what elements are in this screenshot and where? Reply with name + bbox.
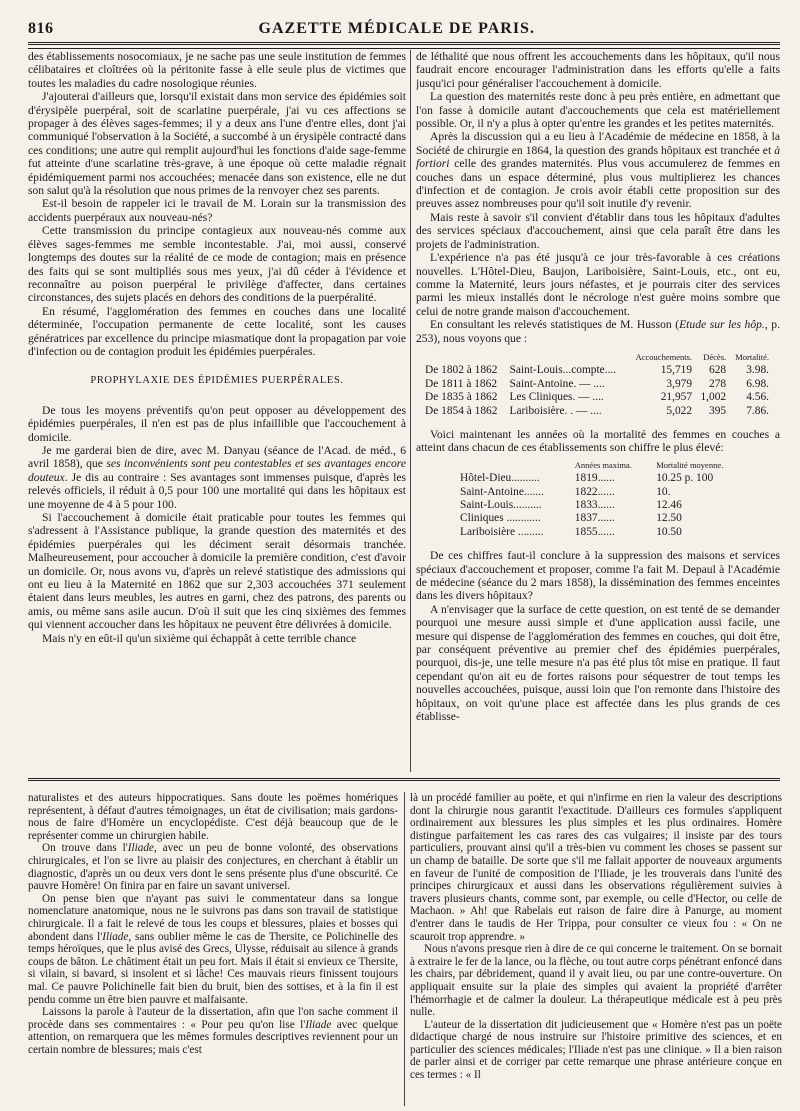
table-cell-rate: 6.98. xyxy=(746,377,769,390)
page-header xyxy=(28,12,780,38)
paragraph: La question des maternités reste donc à peu près entière, en admettant que l'on fasse à domicile autant d'accouchements que cela est matériellement possible. Or, il n'y a plus à opter qu'entre les grandes et les petites maternités. xyxy=(416,90,780,131)
paragraph: de léthalité que nous offrent les accouchements dans les hôpitaux, qu'il nous faudrait encore encourager l'administration dans les efforts qu'elle a faits jusqu'ici pour généraliser l'accouchement à domicile. xyxy=(416,50,780,90)
table-header xyxy=(507,351,628,364)
table-row xyxy=(456,526,746,539)
table-cell-year: 1837...... xyxy=(574,512,615,525)
table-header xyxy=(422,351,507,364)
left-column xyxy=(28,50,406,772)
table-row xyxy=(422,378,772,391)
table-row xyxy=(422,391,772,404)
table-cell-deaths: 1,002 xyxy=(700,391,727,404)
mortality-maxima-table xyxy=(456,459,746,539)
paragraph: Mais reste à savoir s'il convient d'établir dans tous les hôpitaux d'adultes des services spéciaux d'accouchement, ainsi que cela paraît être dans les projets de l'administration. xyxy=(416,210,780,251)
table-cell-rate: 10. xyxy=(656,485,671,498)
table-cell-place: Hôtel-Dieu.......... xyxy=(460,472,540,485)
text-span: , p. 253), nous voyons que : xyxy=(416,318,780,345)
table-cell-year: 1855...... xyxy=(574,525,615,538)
table-cell-place: Saint-Antoine. — .... xyxy=(509,377,605,390)
paragraph xyxy=(28,1006,398,1056)
table-row xyxy=(456,512,746,525)
table-cell-year: 1819...... xyxy=(574,472,615,485)
table-cell-place: Lariboisière ......... xyxy=(460,525,544,538)
paragraph: J'ajouterai d'ailleurs que, lorsqu'il existait dans mon service des épidémies soit d'érysipèle puerpéral, soit de scarlatine puerpérale, j'ai vu ces affections se propager à des élèves sages-femmes; il y a deux ans l'une d'entre elles, dont j'ai communiqué l'observation à la Société, a succombé à un érysipèle contracté dans ces conditions; une autre qui remplit aujourd'hui les fonctions d'aide sage-femme fut atteinte d'une scarlatine très-grave, à une époque où cette maladie régnait épidémiquement parmi nos accouchées; menacée dans son existence, elle ne dut son salut qu'à la résolution que nous primes de la renvoyer chez ses parents. xyxy=(28,90,406,198)
table-cell-deaths: 395 xyxy=(709,404,727,417)
italic-quote: ses inconvénients sont peu contestables et ses avantages encore douteux xyxy=(28,457,406,484)
table-cell-place: Saint-Antoine....... xyxy=(460,485,544,498)
italic-title: Iliade xyxy=(127,842,154,855)
table-cell-period: De 1802 à 1862 xyxy=(425,364,498,377)
births-statistics-table xyxy=(422,351,772,418)
paragraph xyxy=(28,444,406,511)
paragraph: Est-il besoin de rappeler ici le travail de M. Lorain sur la transmission des accidents puerpéraux aux nouveau-nés? xyxy=(28,197,406,224)
table-row xyxy=(456,499,746,512)
table-cell-deaths: 278 xyxy=(709,377,727,390)
text-span: , sans oublier même le cas de Thersite, ce Polichinelle des temps héroïques, que le plus avisé des Grecs, Ulysse, réduisait au silence à grands coups de bâton. Le châtiment était un peu fort. Mais il était si envieux ce Thersite, si vilain, si bavard, si insolent et si lâche! Ces mauvais rieurs finissent toujours mal. Ce pauvre Polichinelle fait bien du bruit, bien des sottises, et à la fin il est pendu comme un être bien pauvre et malfaisante. xyxy=(28,930,398,1006)
table-header: Mortalité moyenne. xyxy=(656,459,724,470)
paragraph: naturalistes et des auteurs hippocratiques. Sans doute les poëmes homériques représentent, à défaut d'autres témoignages, un état de civilisation; mais gardons-nous de faire d'Homère un encyclopédiste. C'est déjà beaucoup que de le représenter comme un chirurgien habile. xyxy=(28,792,398,842)
paragraph xyxy=(28,893,398,1006)
text-span: En consultant les relevés statistiques de M. Husson ( xyxy=(430,318,680,332)
table-cell-rate: 12.46 xyxy=(656,499,682,511)
italic-title: Iliade xyxy=(305,1018,332,1031)
table-cell-rate: 3.98. xyxy=(746,364,769,377)
paragraph xyxy=(416,318,780,345)
table-cell-rate: 7.86. xyxy=(746,404,769,417)
section-heading: PROPHYLAXIE DES ÉPIDÉMIES PUERPÉRALES. xyxy=(90,375,344,387)
column-divider xyxy=(404,792,405,1106)
table-row xyxy=(456,486,746,499)
right-column xyxy=(416,50,780,772)
paragraph: L'expérience n'a pas été jusqu'à ce jour très-favorable à ces créations nouvelles. L'Hôtel-Dieu, Baujon, Lariboisière, Saint-Louis, etc., ont eu, comme la Maternité, leurs jours néfastes, et je pourrais citer des services parmi les mieux installés dont le nécrologe n'est guère moins sombre que celui de notre grande maison d'accouchement. xyxy=(416,251,780,318)
table-row xyxy=(422,405,772,418)
paragraph: L'auteur de la dissertation dit judicieusement que « Homère n'est pas un poëte didactique chargé de nous instruire sur l'histoire primitive des sciences, et en particulier des sciences médicales; l'Iliade n'est pas une clinique. » Il a bien raison de parler ainsi et de corriger par cette remarque une phrase antérieure conçue en ces termes : « Il xyxy=(410,1018,782,1082)
feuilleton-left-column xyxy=(28,792,398,1108)
paragraph: De tous les moyens préventifs qu'on peut opposer au développement des épidémies puerpérales, il n'en est pas de plus infaillible que l'accouchement à domicile. xyxy=(28,403,406,444)
paragraph: En résumé, l'agglomération des femmes en couches dans une localité déterminée, l'occupation permanente de cette localité, sont les causes génératrices par excellence du principe miasmatique dont la propagation par voie d'infection ou de contagion produit les épidémies puerpérales. xyxy=(28,304,406,358)
italic-title: Iliade xyxy=(102,930,129,943)
paragraph xyxy=(416,130,780,210)
table-cell-place: Saint-Louis.......... xyxy=(460,499,542,511)
paragraph: De ces chiffres faut-il conclure à la suppression des maisons et services spéciaux d'accouchement et proposer, comme l'a fait M. Depaul à l'Académie de médecine (séance du 2 mars 1858), la dissémination des femmes enceintes dans les divers hôpitaux? xyxy=(416,549,780,603)
text-span: Je me garderai bien de dire, avec M. Danyau (séance de l'Acad. de méd., 6 avril 1858), que xyxy=(28,443,406,471)
text-span: Laissons la parole à l'auteur de la dissertation, afin que l'on sache comment il procède dans ses commentaires : « Pour peu qu'on lise l' xyxy=(28,1006,398,1031)
paragraph: Cette transmission du principe contagieux aux nouveau-nés comme aux élèves sages-femmes me semble incontestable. J'ai, moi aussi, conservé longtemps des doutes sur la réalité de ce mode de contagion; mais en présence des faits qui se sont multipliés sous mes yeux, j'ai dû céder à l'évidence et reconnaître au poison puerpéral le privilège d'affecter, dans certaines circonstances, des sujets placés en dehors des conditions de la puerpéralité. xyxy=(28,224,406,305)
paragraph: A n'envisager que la surface de cette question, on est tenté de se demander pourquoi une mesure aussi simple et d'une application aussi facile, une mesure qui dispense de l'agglomération des femmes en couches, qui doit être, par conséquent préventive au premier chef des épidémies puerpérales, pourquoi, dis-je, une telle mesure n'a pas été plus tôt mise en pratique. Il faut cependant qu'on ait eu de fortes raisons pour séquestrer de tout temps les nouvelles accouchées, puisque, aussi loin que l'on remonte dans l'histoire des hôpitaux, on voit qu'une place est affectée dans les plus grands de ces établisse- xyxy=(416,602,780,724)
paragraph: Voici maintenant les années où la mortalité des femmes en couches a atteint dans chacun de ces établissements son chiffre le plus élevé: xyxy=(416,427,780,455)
journal-title: GAZETTE MÉDICALE DE PARIS. xyxy=(258,20,535,37)
text-span: On trouve dans l' xyxy=(42,842,128,855)
italic-citation: Etude sur les hôp. xyxy=(679,318,765,332)
paragraph xyxy=(28,842,398,892)
table-cell-year: 1833...... xyxy=(574,499,615,511)
text-span: celle des grandes maternités. Plus vous accumulerez de femmes en couches dans un espace déterminé, plus vous multiplierez les chances d'infection et de contagion. Je crois avoir établi cette proposition sur des preuves assez nombreuses pour qu'il soit inutile d'y revenir. xyxy=(416,157,780,211)
table-cell-period: De 1854 à 1862 xyxy=(425,404,498,417)
table-header: Mortalité. xyxy=(735,351,769,362)
table-cell-rate: 4.56. xyxy=(746,391,769,404)
header-rule xyxy=(28,42,780,49)
table-cell-place: Cliniques ............ xyxy=(460,512,541,525)
table-header xyxy=(456,459,571,472)
table-header: Décès. xyxy=(703,351,727,362)
paragraph: des établissements nosocomiaux, je ne sache pas une seule institution de femmes célibataires et cloîtrées où la péritonite fasse à elle seule plus de victimes que toutes les maladies du cadre nosologique réunies. xyxy=(28,50,406,90)
feuilleton-right-column xyxy=(410,792,782,1108)
table-cell-births: 15,719 xyxy=(660,364,693,377)
text-span: . Je dis au contraire : Ses avantages sont immenses puisque, d'après les relevés officiels, il réduit à 0,5 pour 100 une mortalité qui dans les hôpitaux est une moyenne de 4 à 5 pour 100. xyxy=(28,470,406,511)
table-cell-period: De 1811 à 1862 xyxy=(425,377,498,390)
text-span: , avec un peu de bonne volonté, des observations chirurgicales, et l'on se livre au plaisir des conjectures, en cherchant à établir un diagnostic, d'après un ou deux vers dont le sens présente plus d'une obscurité. Ce pauvre Homère! On finira par en faire un savant universel. xyxy=(28,842,398,893)
table-cell-place: Lariboisière. . — .... xyxy=(509,404,602,417)
table-cell-year: 1822...... xyxy=(574,485,615,498)
italic-term: à fortiori xyxy=(416,143,780,171)
page-number: 816 xyxy=(28,20,54,37)
table-cell-rate: 12.50 xyxy=(656,512,682,525)
paragraph: là un procédé familier au poëte, et qui n'infirme en rien la valeur des descriptions dont la chirurgie nous garantit l'exactitude. D'ailleurs ces formules s'appliquent ordinairement aux blessures les plus simples et les plus ordinaires. Homère distingue parfaitement les cas rares des cas vulgaires; il insiste par des tours particuliers, prouvant ainsi qu'il a très-bien vu comment les choses se passent sur un champ de bataille. De sorte que s'il me fallait apporter de nouveaux arguments en faveur de l'unité de composition de l'Iliade, je les trouverais dans l'unité des principes chirurgicaux et aussi dans les observations régulièrement suivies à travers plusieurs chants, comme sont, par exemple, ou celle d'Hector, ou celle de Machaon. » Ah! que Rabelais eut raison de faire dire à Panurge, au moment d'entrer dans le taudis de Her Trippa, pour consulter ce vieux fou : « On ne scauroit trop apprendre. » xyxy=(410,792,782,943)
text-span: avec quelque attention, on remarquera que les mêmes formules descriptives reviennent pour un certain nombre de blessures; mais c'est xyxy=(28,1018,398,1056)
feuilleton-rule xyxy=(28,778,780,781)
table-cell-period: De 1835 à 1862 xyxy=(425,391,498,404)
table-cell-place: Les Cliniques. — .... xyxy=(509,391,604,404)
table-row xyxy=(456,472,746,485)
table-cell-births: 21,957 xyxy=(660,391,693,404)
table-cell-deaths: 628 xyxy=(709,364,727,377)
paragraph: Nous n'avons presque rien à dire de ce qui concerne le traitement. On se bornait à extraire le fer de la lance, ou la flèche, ou tout autre corps pénétrant enfoncé dans les chairs, par débridement, quand il y avait lieu, ou par une contre-ouverture. On appliquait ensuite sur la plaie des simples qui avaient la propriété d'arrêter l'hémorrhagie et de calmer la douleur. La thérapeutique médicale est à peu près nulle. xyxy=(410,943,782,1019)
paragraph: Si l'accouchement à domicile était praticable pour toutes les femmes qui s'adressent à l'Assistance publique, la grande question des maternités et des épidémies puerpérales qui les déciment serait désormais tranchée. Malheureusement, pour accoucher à domicile la première condition, c'est d'avoir un domicile. Or, nous avons vu, d'après un relevé statistique des admissions qui ont eu lieu à la Maternité en 1862 que sur 2,303 accouchées 371 seulement étaient dans leurs meubles, les autres en garni, chez des patrons, des parents ou amis, ou même sans asile aucun. D'où il suit que les cinq sixièmes des femmes qui viennent accoucher dans les hôpitaux ne peuvent être délivrées à domicile. xyxy=(28,511,406,632)
table-header: Années maxima. xyxy=(574,459,632,470)
table-cell-rate: 10.50 xyxy=(656,525,682,538)
paragraph: Mais n'y en eût-il qu'un sixième qui échappât à cette terrible chance xyxy=(42,631,357,645)
table-header: Accouchements. xyxy=(635,351,693,362)
table-cell-births: 5,022 xyxy=(666,404,693,417)
table-cell-place: Saint-Louis...compte.... xyxy=(509,364,617,377)
table-row xyxy=(422,364,772,377)
text-span: Après la discussion qui a eu lieu à l'Académie de médecine en 1858, à la Société de chirurgie en 1864, la question des grands hôpitaux est tranchée et xyxy=(416,130,780,157)
text-span: On pense bien que n'ayant pas suivi le commentateur dans sa longue nomenclature anatomique, nous ne le suivrons pas dans son travail de statistique chirurgicale. Il a fait le relevé de tous les coups et blessures, plaies et bosses qui abondent dans l' xyxy=(28,892,398,943)
table-cell-births: 3,979 xyxy=(666,377,693,390)
table-cell-rate: 10.25 p. 100 xyxy=(656,472,714,485)
column-divider xyxy=(410,50,411,772)
